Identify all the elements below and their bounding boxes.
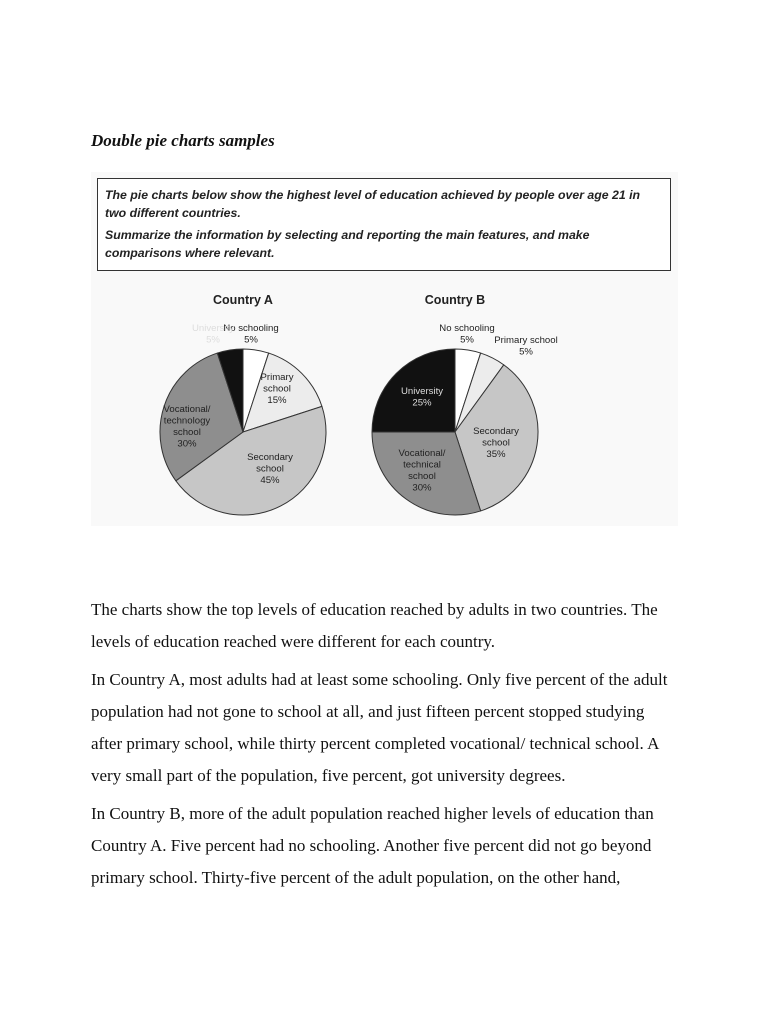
pie-charts [91, 282, 678, 526]
pie-slice-label: University 25% [400, 386, 444, 409]
pie-slice-label: No schooling 5% [439, 323, 495, 346]
pie-slice-label: Vocational/ technical school 30% [398, 448, 446, 494]
pie-slice-label: Primary school 15% [260, 372, 294, 406]
essay-body [91, 594, 669, 900]
pie-chart-country-a [160, 293, 326, 515]
pie-slice-label: Vocational/ technology school 30% [163, 404, 211, 450]
task-line-2: Summarize the information by selecting and reporting the main features, and make comparisons where relevant. [105, 228, 590, 260]
task-line-1: The pie charts below show the highest level of education achieved by people over age 21 in two different countries. [105, 188, 641, 220]
pie-slice-label: University 5% [191, 323, 235, 346]
pie-title-country-b: Country B [424, 293, 486, 307]
pie-slice-label: Secondary school 35% [473, 426, 519, 460]
paragraph-2: In Country A, most adults had at least some schooling. Only five percent of the adult population had not gone to school at all, and just fifteen percent stopped studying after primary school, while thirty percent completed vocational/ technical school. A very small part of the population, five percent, got university degrees. [91, 670, 668, 785]
pie-slice-label: Primary school 5% [494, 335, 558, 358]
page-heading: Double pie charts samples [91, 131, 275, 150]
paragraph-3: In Country B, more of the adult population reached higher levels of education than Country A. Five percent had no schooling. Another five percent did not go beyond primary school. Thirty-five percent of the adult population, on the other hand, [91, 804, 654, 887]
pie-slice-label: Secondary school 45% [247, 452, 293, 486]
pie-chart-country-b [372, 293, 558, 515]
pie-title-country-a: Country A [213, 293, 273, 307]
task-prompt-box [97, 178, 671, 271]
pie-slice-label: No schooling 5% [223, 323, 279, 346]
paragraph-1: The charts show the top levels of education reached by adults in two countries. The levels of education reached were different for each country. [91, 600, 658, 651]
figure-panel [91, 172, 678, 526]
